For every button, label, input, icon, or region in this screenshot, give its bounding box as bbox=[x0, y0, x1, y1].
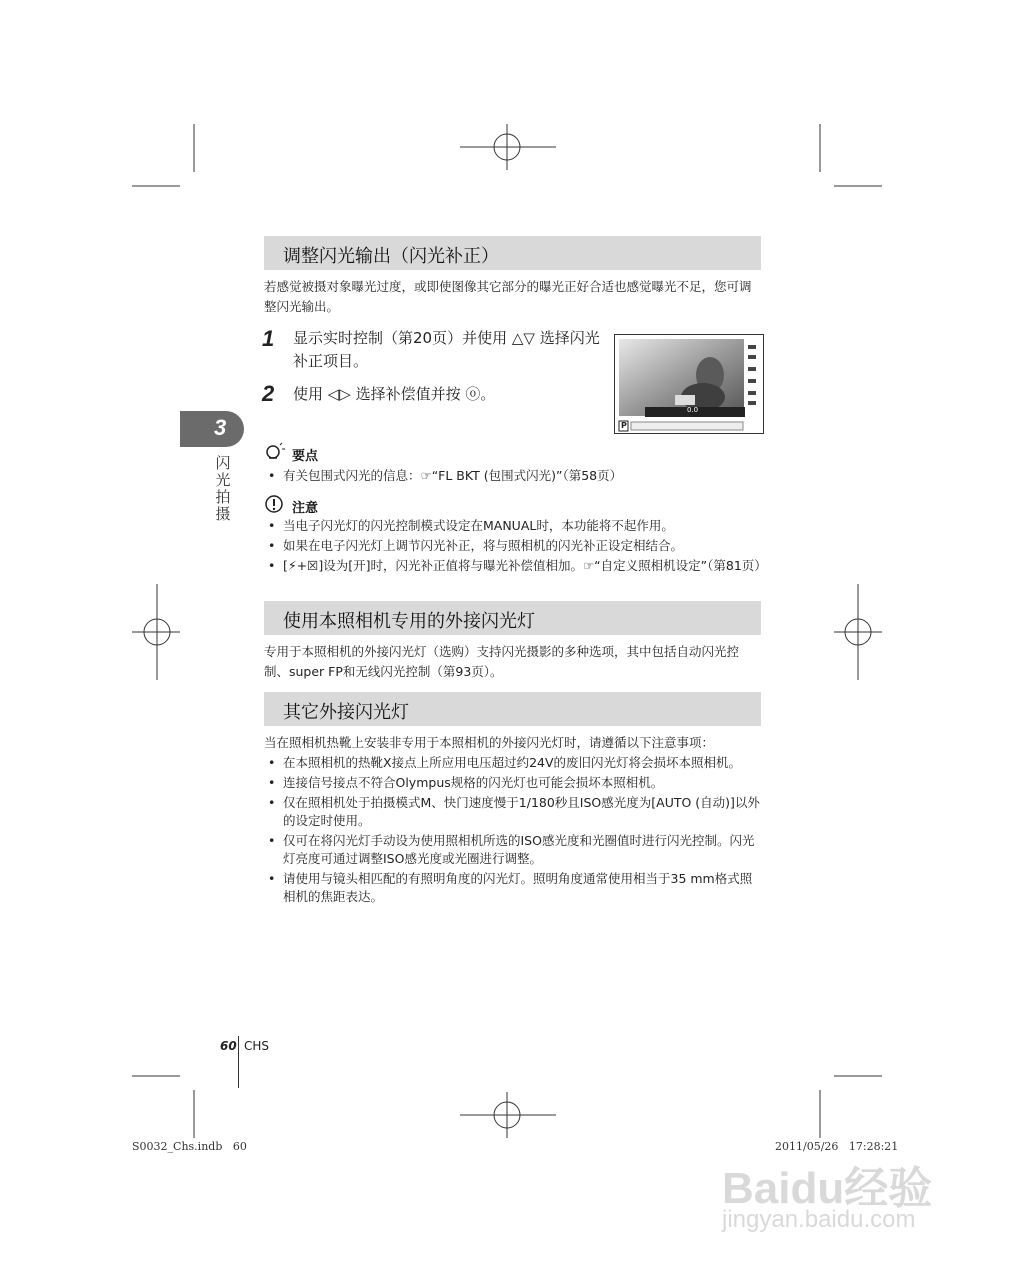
page-lang: CHS bbox=[244, 1039, 270, 1053]
step-number: 2 bbox=[262, 381, 275, 406]
list-item: • [⚡+☒]设为[开]时，闪光补正值将与曝光补偿值相加。☞“自定义照相机设定”（第81页） bbox=[264, 557, 764, 575]
chapter-number: 3 bbox=[214, 415, 227, 440]
section-header-other-flash bbox=[264, 692, 761, 726]
list-item: • 仅在照相机处于拍摄模式M、快门速度慢于1/180秒且ISO感光度为[AUTO (自动)]以外的设定时使用。 bbox=[264, 794, 764, 830]
section-header-dedicated-flash bbox=[264, 601, 761, 635]
other-flash-list bbox=[264, 754, 764, 908]
footer-file: S0032_Chs.indb 60 bbox=[132, 1140, 247, 1153]
section-intro: 若感觉被摄对象曝光过度，或即使图像其它部分的曝光正好合适也感觉曝光不足，您可调整闪光输出。 bbox=[264, 279, 752, 314]
chapter-title: 闪光拍摄 bbox=[215, 454, 231, 523]
list-item: • 有关包围式闪光的信息：☞“FL BKT (包围式闪光)”（第58页） bbox=[264, 467, 764, 485]
footer-datetime: 2011/05/26 17:28:21 bbox=[775, 1140, 899, 1153]
camera-screen-illustration bbox=[614, 334, 764, 434]
section-text: 专用于本照相机的外接闪光灯（选购）支持闪光摄影的多种选项，其中包括自动闪光控制、super FP和无线闪光控制（第93页）。 bbox=[264, 644, 740, 679]
list-item: • 在本照相机的热靴X接点上所应用电压超过约24V的废旧闪光灯将会损坏本照相机。 bbox=[264, 754, 764, 772]
list-item: • 连接信号接点不符合Olympus规格的闪光灯也可能会损坏本照相机。 bbox=[264, 774, 764, 792]
list-item: • 当电子闪光灯的闪光控制模式设定在MANUAL时，本功能将不起作用。 bbox=[264, 517, 764, 535]
tips-label: 要点 bbox=[292, 449, 319, 464]
watermark-url: jingyan.baidu.com bbox=[722, 1206, 916, 1233]
tips-list bbox=[264, 467, 764, 487]
caution-list bbox=[264, 517, 767, 577]
camera-photo bbox=[615, 335, 763, 433]
section-header-flash-compensation bbox=[264, 236, 761, 270]
lightbulb-icon bbox=[264, 441, 286, 463]
step-number: 1 bbox=[262, 326, 275, 351]
step-text: 使用 ◁▷ 选择补偿值并按 ⓞ。 bbox=[293, 385, 496, 403]
section-intro: 当在照相机热靴上安装非专用于本照相机的外接闪光灯时，请遵循以下注意事项： bbox=[264, 735, 715, 750]
list-item: • 仅可在将闪光灯手动设为使用照相机所选的ISO感光度和光圈值时进行闪光控制。闪光灯亮度可通过调整ISO感光度或光圈进行调整。 bbox=[264, 832, 764, 868]
list-item: • 请使用与镜头相匹配的有照明角度的闪光灯。照明角度通常使用相当于35 mm格式照相机的焦距表达。 bbox=[264, 870, 764, 906]
step-text: 显示实时控制（第20页）并使用 △▽ 选择闪光补正项目。 bbox=[293, 329, 600, 370]
page-number: 60 bbox=[220, 1039, 237, 1053]
flash-compensation-value: 0.0 bbox=[687, 406, 699, 414]
section-title: 调整闪光输出（闪光补正） bbox=[283, 246, 499, 267]
page-divider bbox=[238, 1036, 239, 1088]
chapter-tab bbox=[180, 411, 244, 447]
list-item: • 如果在电子闪光灯上调节闪光补正，将与照相机的闪光补正设定相结合。 bbox=[264, 537, 764, 555]
section-title: 使用本照相机专用的外接闪光灯 bbox=[283, 611, 535, 632]
shooting-mode: P bbox=[621, 421, 627, 430]
section-title: 其它外接闪光灯 bbox=[283, 702, 409, 723]
caution-icon bbox=[265, 495, 285, 515]
caution-label: 注意 bbox=[292, 501, 319, 516]
watermark-brand: Baidu经验 bbox=[722, 1164, 933, 1213]
